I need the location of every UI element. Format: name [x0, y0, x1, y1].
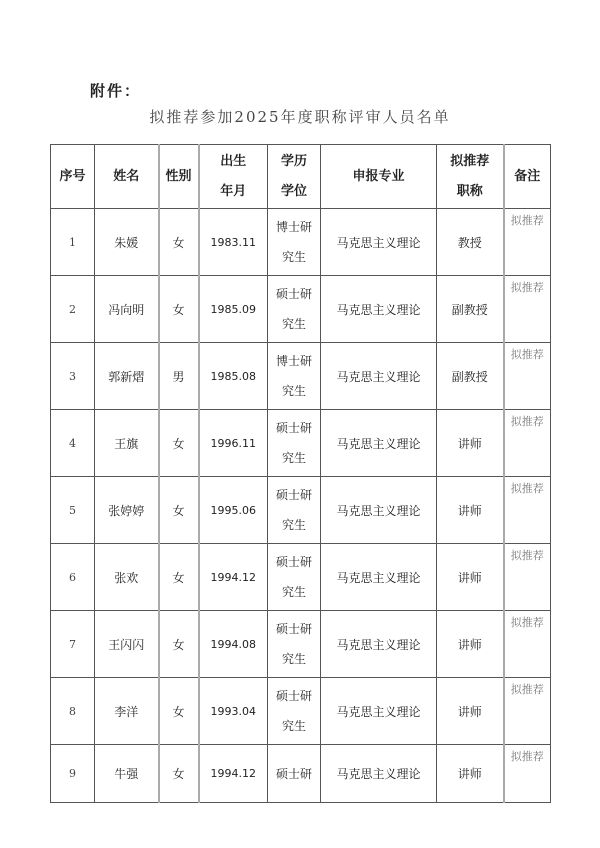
cell-seq: 3: [51, 343, 95, 410]
cell-education: 硕士研 究生: [268, 477, 321, 544]
cell-name: 郭新熠: [95, 343, 159, 410]
header-gender: 性别: [159, 145, 199, 209]
cell-remark: 拟推荐: [504, 343, 551, 410]
cell-seq: 5: [51, 477, 95, 544]
cell-title: 讲师: [437, 745, 504, 803]
cell-major: 马克思主义理论: [321, 410, 437, 477]
cell-birth: 1985.08: [199, 343, 268, 410]
cell-birth: 1983.11: [199, 209, 268, 276]
cell-gender: 女: [159, 544, 199, 611]
table-row: [51, 745, 551, 803]
cell-gender: 女: [159, 745, 199, 803]
cell-birth: 1994.12: [199, 544, 268, 611]
cell-major: 马克思主义理论: [321, 544, 437, 611]
cell-education: 硕士研 究生: [268, 544, 321, 611]
table-row: [51, 276, 551, 343]
cell-education: 硕士研 究生: [268, 611, 321, 678]
header-education: 学历 学位: [268, 145, 321, 209]
cell-gender: 女: [159, 410, 199, 477]
cell-name: 朱媛: [95, 209, 159, 276]
cell-birth: 1996.11: [199, 410, 268, 477]
cell-birth: 1994.12: [199, 745, 268, 803]
table-row: [51, 678, 551, 745]
cell-title: 讲师: [437, 410, 504, 477]
cell-seq: 2: [51, 276, 95, 343]
document-title: 拟推荐参加2025年度职称评审人员名单: [149, 108, 451, 126]
cell-remark: 拟推荐: [504, 209, 551, 276]
cell-gender: 女: [159, 611, 199, 678]
cell-birth: 1985.09: [199, 276, 268, 343]
cell-name: 王旗: [95, 410, 159, 477]
header-remark: 备注: [504, 145, 551, 209]
header-major: 申报专业: [321, 145, 437, 209]
cell-remark: 拟推荐: [504, 276, 551, 343]
header-birth: 出生 年月: [199, 145, 268, 209]
cell-title: 教授: [437, 209, 504, 276]
table-row: [51, 410, 551, 477]
cell-name: 牛强: [95, 745, 159, 803]
cell-gender: 男: [159, 343, 199, 410]
cell-title: 副教授: [437, 276, 504, 343]
cell-remark: 拟推荐: [504, 477, 551, 544]
table-row: [51, 343, 551, 410]
cell-major: 马克思主义理论: [321, 611, 437, 678]
cell-major: 马克思主义理论: [321, 745, 437, 803]
cell-seq: 8: [51, 678, 95, 745]
cell-name: 李洋: [95, 678, 159, 745]
cell-remark: 拟推荐: [504, 745, 551, 803]
cell-gender: 女: [159, 477, 199, 544]
cell-name: 冯向明: [95, 276, 159, 343]
cell-gender: 女: [159, 276, 199, 343]
cell-education: 博士研 究生: [268, 209, 321, 276]
header-name: 姓名: [95, 145, 159, 209]
header-seq: 序号: [51, 145, 95, 209]
header-title: 拟推荐 职称: [437, 145, 504, 209]
cell-title: 讲师: [437, 477, 504, 544]
cell-major: 马克思主义理论: [321, 477, 437, 544]
table-header-row: [51, 145, 551, 209]
cell-name: 张婷婷: [95, 477, 159, 544]
cell-major: 马克思主义理论: [321, 276, 437, 343]
cell-seq: 7: [51, 611, 95, 678]
table-row: [51, 611, 551, 678]
cell-birth: 1994.08: [199, 611, 268, 678]
cell-seq: 1: [51, 209, 95, 276]
cell-major: 马克思主义理论: [321, 343, 437, 410]
cell-gender: 女: [159, 678, 199, 745]
cell-gender: 女: [159, 209, 199, 276]
cell-title: 讲师: [437, 544, 504, 611]
cell-remark: 拟推荐: [504, 544, 551, 611]
cell-name: 张欢: [95, 544, 159, 611]
cell-education: 硕士研 究生: [268, 276, 321, 343]
cell-major: 马克思主义理论: [321, 678, 437, 745]
cell-education: 硕士研: [268, 745, 321, 803]
cell-birth: 1993.04: [199, 678, 268, 745]
cell-seq: 9: [51, 745, 95, 803]
table-row: [51, 477, 551, 544]
table-row: [51, 209, 551, 276]
cell-remark: 拟推荐: [504, 678, 551, 745]
cell-education: 硕士研 究生: [268, 678, 321, 745]
cell-title: 副教授: [437, 343, 504, 410]
cell-remark: 拟推荐: [504, 611, 551, 678]
cell-name: 王闪闪: [95, 611, 159, 678]
cell-seq: 6: [51, 544, 95, 611]
cell-title: 讲师: [437, 678, 504, 745]
cell-education: 硕士研 究生: [268, 410, 321, 477]
cell-birth: 1995.06: [199, 477, 268, 544]
candidate-table: [50, 144, 551, 803]
attachment-label: 附件：: [90, 82, 142, 100]
cell-major: 马克思主义理论: [321, 209, 437, 276]
cell-remark: 拟推荐: [504, 410, 551, 477]
cell-title: 讲师: [437, 611, 504, 678]
cell-education: 博士研 究生: [268, 343, 321, 410]
cell-seq: 4: [51, 410, 95, 477]
table-row: [51, 544, 551, 611]
